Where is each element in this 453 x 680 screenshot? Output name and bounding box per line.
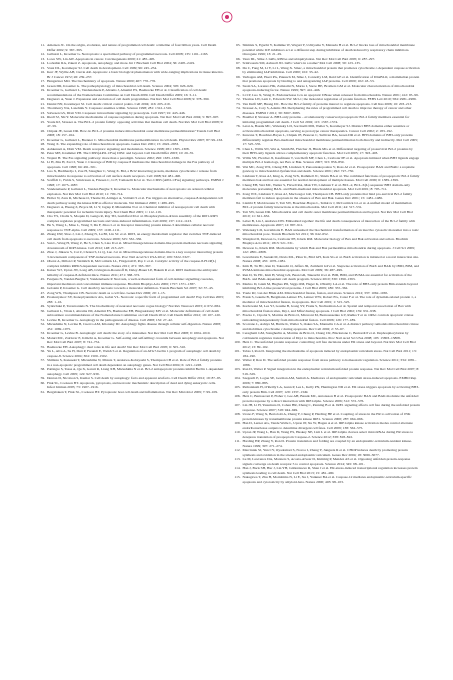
reference-number: 47. xyxy=(40,290,45,295)
reference-number: 59. xyxy=(40,376,45,380)
reference-number: 90. xyxy=(236,254,241,259)
reference-item xyxy=(38,277,225,286)
reference-item xyxy=(38,322,225,331)
reference-number: 51. xyxy=(40,317,45,322)
reference-number: 36. xyxy=(40,196,45,200)
reference-item xyxy=(234,255,421,264)
reference-number: 70. xyxy=(236,83,241,88)
reference-item xyxy=(234,358,421,367)
reference-number: 95. xyxy=(236,295,241,299)
reference-text: Fink SL, Cookson BT. Apoptosis, pyroptosis, and necrosis: mechanistic description of dead and dying eukaryotic cells. Infect Immun 2005; 73: 1907–1916. xyxy=(47,380,216,389)
reference-item xyxy=(234,304,421,313)
reference-number: 60. xyxy=(40,380,45,385)
reference-number: 65. xyxy=(236,43,241,47)
reference-item xyxy=(234,115,421,124)
reference-number: 57. xyxy=(40,358,45,362)
reference-number: 103. xyxy=(234,367,241,371)
reference-item xyxy=(234,133,421,147)
reference-text: Lowe SW, Lin AW. Apoptosis in cancer. Carcinogenesis 2000; 21: 485–495. xyxy=(47,56,156,61)
reference-number: 91. xyxy=(236,263,241,268)
reference-number: 35. xyxy=(40,187,45,191)
reference-number: 89. xyxy=(236,245,241,250)
reference-item xyxy=(234,295,421,304)
reference-item xyxy=(234,421,421,430)
reference-item xyxy=(234,147,421,156)
reference-number: 39. xyxy=(40,223,45,227)
reference-text: Zhao J, Jitkaew S, Cai Z, Choksi S, Li Q, Luo J et al. Mixed lineage kinase domain-like is a key receptor interacting protein 3 downstream component of TNF-induced necrosis. Proc Natl Acad Sci USA 2012; 109: 5322–5327. xyxy=(47,250,223,259)
reference-text: Cho YS, Challa S, Moquin D, Genga R, Ray TD, Guildford M et al. Phosphorylation-driven assembly of the RIP1-RIP3 complex regulates programmed necrosis and virus-induced inflammation. Cell 2009; 137: 1112–1123. xyxy=(47,214,218,223)
reference-number: 37. xyxy=(40,205,45,209)
reference-text: Sun L, Wang H, Wang Z, He S, Chen S, Liao D et al. Mixed lineage kinase domain-like protein mediates necrosis signaling downstream of RIP3 kinase. Cell 2012; 148: 213–227. xyxy=(47,241,223,250)
reference-item xyxy=(234,228,421,237)
reference-text: Kroemer G, Galluzzi L, Vandenabeele P, Abrams J, Alnemri ES, Baehrecke EH et al. Classification of cell death: recommendations of the Nomenclature Committee on Cell Death 2009. Cell Death Differ 2009; 16: 3–11. xyxy=(47,88,208,97)
reference-text: Thomas LW, Lam C, Edwards SW. Mcl-1; the molecular regulation of protein function. FEBS Lett 2010; 584: 2981–2989. xyxy=(242,97,417,101)
reference-number: 52. xyxy=(40,322,45,326)
reference-number: 97. xyxy=(236,313,241,317)
reference-number: 114. xyxy=(234,466,241,470)
reference-item xyxy=(234,439,421,448)
reference-item xyxy=(234,313,421,322)
reference-text: Westphal D, Dewson G, Czabotar PE, Kluck RM. Molecular biology of Bax and Bak activation and action. Biochim Biophys Acta 2011; 1813: 521–531. xyxy=(242,236,408,245)
reference-number: 49. xyxy=(40,304,45,308)
reference-item xyxy=(38,295,225,304)
reference-text: Lin JH, Li H, Yasumura D, Cohen HR, Zhang C, Panning B et al. IRE1 signaling affects cell fate during the unfolded protein response. Science 2007; 318: 944–949. xyxy=(242,403,420,412)
reference-item xyxy=(38,250,225,259)
reference-number: 41. xyxy=(40,241,45,245)
reference-item xyxy=(38,43,225,52)
reference-text: Gavathiotis E, Suzuki M, Davis ML, Pitter K, Bird GH, Katz SG et al. BAX activation is initiated at a novel interaction site. Nature 2008; 455: 1076–1081. xyxy=(242,254,419,263)
reference-text: Cereghetti GM, Stangherlin A, Martins de Brito O, Chang CR, Blackstone C, Bernardi P et al. Dephosphorylation by calcineurin regulates translocation of Drp1 to mitochondria. Proc Natl Acad Sci USA 2008; 105: 15803–15808. xyxy=(242,331,409,340)
reference-item xyxy=(234,246,421,255)
reference-text: Youle RJ, van der Bliek AM. Mitochondrial fission, fusion, and stress. Science 2012; 337: 1062–1065. xyxy=(242,290,389,295)
reference-text: Leber B, Lin J, Andrews DW. Embedded together: the life and death consequences of interaction of the Bcl-2 family with membranes. Apoptosis 2007; 12: 897–911. xyxy=(242,218,416,227)
reference-text: Walter P, Ron D. The unfolded protein response: from stress pathway to homeostatic regulation. Science 2011; 334: 1081–1086. xyxy=(242,358,417,367)
reference-text: Hengartner MO. The biochemistry of apoptosis. Nature 2000; 407: 770–776. xyxy=(47,79,157,83)
reference-number: 19. xyxy=(40,88,45,92)
reference-text: Green DR, Kroemer G. The pathophysiology of mitochondrial cell death. Science 2004; 305: 626–629. xyxy=(47,83,194,88)
reference-number: 45. xyxy=(40,277,45,281)
reference-number: 108. xyxy=(234,412,241,416)
reference-item xyxy=(234,273,421,282)
reference-number: 73. xyxy=(236,101,241,106)
journal-logo-svg xyxy=(221,11,233,23)
reference-text: Pattingre S, Tassa A, Qu X, Garuti R, Liang XH, Mizushima N et al. Bcl-2 antiapoptotic proteins inhibit Beclin 1-dependent autophagy. Cell 2005; 122: 927–939. xyxy=(47,367,224,376)
reference-item xyxy=(38,232,225,241)
reference-number: 68. xyxy=(236,65,241,70)
reference-text: Lu M, Lawrence DA, Marsters S, Acosta-Alvear D, Kimmig P, Mendez AS et al. Opposing unfolded-protein-response signals converge on death receptor 5 to control apoptosis. Science 2014; 345: 98–101. xyxy=(242,457,411,466)
reference-text: Walensky LD, Gavathiotis E. BAX unleashed: the biochemical transformation of an inactive cytosolic monomer into a toxic mitochondrial pore. Trends Biochem Sci 2011; 36: 642–652. xyxy=(242,227,419,236)
reference-item xyxy=(38,129,225,138)
reference-text: Ameisen JC. On the origin, evolution, and nature of programmed cell death: a timeline of four billion years. Cell Death Differ 2002; 9: 367–393. xyxy=(47,43,217,52)
reference-item xyxy=(38,120,225,129)
reference-text: Yu L, Alva A, Su H, Dutt P, Freundt E, Welsh S et al. Regulation of an ATG7-beclin 1 program of autophagic cell death by caspase-8. Science 2004; 304: 1500–1502. xyxy=(47,349,221,358)
reference-number: 84. xyxy=(236,200,241,205)
reference-text: Holler N, Zaru R, Micheau O, Thome M, Attinger A, Valitutti S et al. Fas triggers an alternative, caspase-8-independent cell death pathway using the kinase RIP as effector molecule. Nat Immunol 2000; 1: 489–495. xyxy=(47,196,223,205)
reference-text: Scorrano L, Ashiya M, Buttle K, Weiler S, Oakes SA, Mannella CA et al. A distinct pathway remodels mitochondrial cristae and mobilizes cytochrome c during apoptosis. Dev Cell 2002; 2: 55–67. xyxy=(242,322,419,331)
reference-item xyxy=(38,358,225,367)
reference-text: Han D, Lerner AG, Vande Walle L, Upton JP, Xu W, Hagen A et al. IRE1alpha kinase activation modes control alternate endoribonuclease outputs to determine divergent cell fates. Cell 2009; 138: 562–575. xyxy=(242,421,413,430)
reference-number: 105. xyxy=(234,385,241,389)
references-column-right xyxy=(234,43,421,668)
references-column-left xyxy=(38,43,225,668)
reference-number: 66. xyxy=(236,56,241,61)
reference-text: Tabas I, Ron D. Integrating the mechanisms of apoptosis induced by endoplasmic reticulum stress. Nat Cell Biol 2011; 13: 184–190. xyxy=(242,349,417,358)
reference-text: Galluzzi L, Kroemer G. Necroptosis: a specialized pathway of programmed necrosis. Cell 2008; 135: 1161–1163. xyxy=(47,52,209,56)
reference-number: 81. xyxy=(236,173,241,178)
reference-item xyxy=(234,201,421,210)
reference-number: 102. xyxy=(234,358,241,362)
reference-text: Kuwana T, Bouchier-Hayes L, Chipuk JE, Bonzon C, Sullivan BA, Green DR et al. BH3 domains of BH3-only proteins differentially regulate Bax-mediated mitochondrial membrane permeabilization both directly and indirectly. Mol Cell 2005; 17: 525–535. xyxy=(242,133,419,146)
reference-text: Galluzzi L, Vitale I, Abrams JM, Alnemri ES, Baehrecke EH, Blagosklonny MV et al. Molecular definitions of cell death subroutines: recommendations of the Nomenclature Committee on Cell Death 2012. Cell Death Differ 2012; 19: 107–120. xyxy=(47,308,221,317)
reference-number: 113. xyxy=(234,457,241,461)
reference-number: 88. xyxy=(236,236,241,241)
reference-text: Harding HP, Zhang Y, Ron D. Protein translation and folding are coupled by an endoplasmic-reticulum-resident kinase. Nature 1999; 397: 271–274. xyxy=(242,439,412,448)
reference-text: Thornberry NA, Lazebnik Y. Caspases: enemies within. Science 1998; 281: 1312–1316. xyxy=(47,106,172,110)
reference-item xyxy=(234,264,421,273)
reference-number: 107. xyxy=(234,403,241,407)
reference-number: 74. xyxy=(236,106,241,110)
reference-text: Han J, Back SH, Hur J, Lin YH, Gildersleeve R, Shan J et al. ER-stress-induced transcriptional regulation increases protein synthesis leading to cell death. Nat Cell Biol 2013; 15: 481–490. xyxy=(242,466,418,475)
reference-text: Vaux DL, Silke J. IAPs, RINGs and ubiquitylation. Nat Rev Mol Cell Biol 2005; 6: 287–297. xyxy=(242,56,376,61)
references-page xyxy=(38,43,420,668)
reference-text: Ashkenazi A, Dixit VM. Death receptors: signaling and modulation. Science 1998; 281: 1305–1308. xyxy=(47,146,190,151)
reference-item xyxy=(234,466,421,475)
reference-number: 104. xyxy=(234,376,241,380)
reference-number: 93. xyxy=(236,281,241,286)
reference-number: 82. xyxy=(236,182,241,187)
reference-text: Youle RJ, Strasser A. The BCL-2 protein family: opposing activities that mediate cell death. Nat Rev Mol Cell Biol 2008; 9: 47–59. xyxy=(47,119,224,128)
reference-number: 94. xyxy=(236,290,241,295)
reference-item xyxy=(38,336,225,345)
reference-number: 33. xyxy=(40,169,45,173)
reference-item xyxy=(234,165,421,174)
reference-item xyxy=(234,367,421,376)
reference-text: Zong WX, Thompson CB. Necrotic death as a cell fate. Genes Dev 2006; 20: 1–15. xyxy=(47,290,166,295)
reference-text: Bergsbaken T, Fink SL, Cookson BT. Pyroptosis: host cell death and inflammation. Nat Rev Microbiol 2009; 7: 99–109. xyxy=(47,389,218,394)
reference-number: 23. xyxy=(40,110,45,115)
reference-text: Kroemer G, Galluzzi L, Brenner C. Mitochondrial membrane permeabilization in cell death. Physiol Rev 2007; 87: 99–163. xyxy=(47,137,224,142)
reference-text: Chipuk JE, Green DR. How do BCL-2 proteins induce mitochondrial outer membrane permeabilization? Trends Cell Biol 2008; 18: 157–164. xyxy=(47,128,221,137)
reference-text: Lindsten T, Ross AJ, King A, Zong WX, Rathmell JC, Shiels HA et al. The combined functions of proapoptotic Bcl-2 family members bak and bax are essential for normal development of multiple tissues. Mol Cell 2000; 6: 1389–1399. xyxy=(242,173,420,182)
reference-number: 98. xyxy=(236,322,241,326)
reference-text: Shimizu S, Kanaseki T, Mizushima N, Mizuta T, Arakawa-Kobayashi S, Thompson CB et al. Role of Bcl-2 family proteins in a non-apoptotic programmed cell death dependent on autophagy genes. Nat Cell Biol 2004; 6: 1221–1228. xyxy=(47,358,222,367)
reference-item xyxy=(234,340,421,349)
reference-number: 54. xyxy=(40,335,45,340)
reference-text: Kerr JF, Wyllie AH, Currie AR. Apoptosis: a basic biological phenomenon with wide-ranging implications in tissue kinetics. Br J Cancer 1972; 26: 239–257. xyxy=(47,70,224,79)
reference-number: 50. xyxy=(40,308,45,313)
reference-text: He S, Wang L, Miao L, Wang T, Du F, Zhao L et al. Receptor interacting protein kinase-3 determines cellular necrotic response to TNF-alpha. Cell 2009; 137: 1100–1111. xyxy=(47,223,215,232)
reference-item xyxy=(234,124,421,133)
reference-item xyxy=(38,381,225,390)
reference-text: Dewson G, Kluck RM. Mechanisms by which Bak and Bax permeabilise mitochondria during apoptosis. J Cell Sci 2009; 122: 2801–2808. xyxy=(242,245,415,254)
reference-item xyxy=(234,457,421,466)
reference-number: 42. xyxy=(40,250,45,254)
reference-number: 79. xyxy=(236,155,241,160)
reference-number: 14. xyxy=(40,61,45,65)
reference-text: Ron D, Walter P. Signal integration in the endoplasmic reticulum unfolded protein response. Nat Rev Mol Cell Biol 2007; 8: 519–529. xyxy=(242,367,420,376)
reference-text: Frank S, Gaume B, Bergmann-Leitner ES, Leitner WW, Robert EG, Catez F et al. The role of dynamin-related protein 1, a mediator of mitochondrial fission, in apoptosis. Dev Cell 2001; 1: 515–525. xyxy=(242,295,417,304)
reference-text: Kroemer G, Levine B. Autophagic cell death: the story of a misnomer. Nat Rev Mol Cell Biol 2008; 9: 1004–1010. xyxy=(47,331,211,335)
reference-number: 15. xyxy=(40,65,45,70)
reference-text: Proskuryakov SY, Konoplyannikov AG, Gabai VL. Necrosis: a specific form of programmed cell death? Exp Cell Res 2003; 283: 1–16. xyxy=(47,295,224,304)
reference-number: 58. xyxy=(40,367,45,371)
reference-number: 67. xyxy=(236,61,241,65)
reference-item xyxy=(38,70,225,79)
reference-text: Wajant H. The Fas signaling pathway: more than a paradigm. Science 2002; 296: 1635–1636. xyxy=(47,155,180,160)
reference-item xyxy=(234,448,421,457)
references-list-right xyxy=(234,43,421,484)
reference-text: Kaiser WJ, Upton JW, Long AB, Livingston-Rosanoff D, Daley-Bauer LP, Hakem R et al. RIP3 mediates the embryonic lethality of caspase-8-deficient mice. Nature 2011; 471: 368–372. xyxy=(47,268,218,277)
reference-text: Ren D, Tu HC, Kim H, Wang GX, Bean GR, Takeuchi O et al. BID, BIM, and PUMA are essential for activation of the BAX- and BAK-dependent cell death program. Science 2010; 330: 1390–1393. xyxy=(242,272,412,281)
reference-number: 11. xyxy=(40,43,45,47)
reference-item xyxy=(234,349,421,358)
reference-number: 92. xyxy=(236,272,241,277)
reference-item xyxy=(234,192,421,201)
reference-number: 96. xyxy=(236,304,241,308)
reference-number: 99. xyxy=(236,331,241,335)
reference-text: Vandenabeele P, Galluzzi L, Vanden Berghe T, Kroemer G. Molecular mechanisms of necroptosis: an ordered cellular explosion. Nat Rev Mol Cell Biol 2010; 11: 700–714. xyxy=(47,187,215,196)
reference-number: 18. xyxy=(40,83,45,88)
reference-item xyxy=(234,403,421,412)
reference-text: Susin SA, Lorenzo HK, Zamzami N, Marzo I, Snow BE, Brothers GM et al. Molecular characterization of mitochondrial apoptosis-inducing factor. Nature 1999; 397: 441–446. xyxy=(242,83,415,92)
reference-item xyxy=(38,169,225,178)
reference-text: Maiuri MC, Zalckvar E, Kimchi A, Kroemer G. Self-eating and self-killing: crosstalk between autophagy and apoptosis. Nat Rev Mol Cell Biol 2007; 8: 741–752. xyxy=(47,335,224,344)
reference-text: Syntichaki P, Tavernarakis N. The biochemistry of neuronal necrosis: rogue biology? Nat Rev Neurosci 2003; 4: 672–684. xyxy=(47,304,221,308)
reference-number: 87. xyxy=(236,227,241,232)
reference-number: 21. xyxy=(40,101,45,106)
reference-text: Strasser A, Cory S, Adams JM. Deciphering the rules of programmed cell death to improve therapy of cancer and other diseases. EMBO J 2011; 30: 3667–3683. xyxy=(242,106,412,115)
reference-item xyxy=(234,237,421,246)
reference-item xyxy=(38,349,225,358)
reference-text: Van Delft MF, Huang DC. How the Bcl-2 family of proteins interact to regulate apoptosis. Cell Res 2006; 16: 203–213. xyxy=(242,101,413,106)
reference-number: 83. xyxy=(236,191,241,196)
reference-item xyxy=(234,84,421,93)
reference-number: 32. xyxy=(40,160,45,164)
reference-number: 22. xyxy=(40,106,45,110)
reference-text: Danial NN, Korsmeyer SJ. Cell death: critical control points. Cell 2004; 116: 205–219. xyxy=(47,101,171,106)
reference-number: 77. xyxy=(236,133,241,137)
reference-text: Kim H, Tu HC, Ren D, Takeuchi O, Jeffers JR, Zambetti GP et al. Stepwise activation of BAX and BAK by tBID, BIM, and PUMA initiates mitochondrial apoptosis. Mol Cell 2009; 36: 487–499. xyxy=(242,263,420,272)
reference-text: Oberst A, Dillon CP, Weinlich R, McCormick LL, Fitzgerald P, Pop C et al. Catalytic activity of the caspase-8-FLIP(L) complex inhibits RIPK3-dependent necrosis. Nature 2011; 471: 363–367. xyxy=(47,259,217,268)
reference-text: Lockshin RA, Zakeri Z. Apoptosis, autophagy, and more. Int J Biochem Cell Biol 2004; 36: 2405–2419. xyxy=(47,61,196,65)
reference-text: Festjens N, Vanden Berghe T, Vandenabeele P. Necrosis, a well-orchestrated form of cell demise: signalling cascades, important mediators and concomitant immune response. Biochim Biophys Acta 2006; 1757: 1371–1387. xyxy=(47,277,214,286)
reference-number: 29. xyxy=(40,146,45,151)
reference-text: Frezza C, Cipolat S, Martins de Brito O, Micaroni M, Beznoussenko GV, Rudka T et al. OPA1 controls apoptotic cristae remodeling independently from mitochondrial fusion. Cell 2006; 126: 177–189. xyxy=(242,313,414,322)
reference-number: 85. xyxy=(236,209,241,214)
reference-text: Vaux DL, Korsmeyer SJ. Cell death in development. Cell 1999; 96: 245–254. xyxy=(47,65,158,70)
reference-item xyxy=(38,309,225,318)
reference-number: 106. xyxy=(234,394,241,398)
reference-number: 24. xyxy=(40,115,45,119)
reference-text: Bouillet P, Strasser A. BH3-only proteins – evolutionarily conserved proapoptotic Bcl-2 family members essential for initiating programmed cell death. J Cell Sci 2002; 115: 1567–1574. xyxy=(242,115,410,124)
reference-number: 115. xyxy=(234,475,241,479)
reference-text: Szegezdi E, Logue SE, Gorman AM, Samali A. Mediators of endoplasmic reticulum stress-induced apoptosis. EMBO Rep 2006; 7: 880–885. xyxy=(242,376,417,385)
reference-text: Peter ME, Krammer PH. The CD95(APO-1/Fas) DISC and beyond. Cell Death Differ 2003; 10: 26–35. xyxy=(47,151,195,155)
reference-item xyxy=(234,106,421,115)
reference-text: Tait SW, Green DR. Mitochondria and cell death: outer membrane permeabilization and beyond. Nat Rev Mol Cell Biol 2010; 11: 621–632. xyxy=(242,209,413,218)
reference-number: 25. xyxy=(40,119,45,124)
reference-item xyxy=(234,322,421,331)
reference-text: Riedl SJ, Shi Y. Molecular mechanisms of caspase regulation during apoptosis. Nat Rev Mol Cell Biol 2004; 5: 897–907. xyxy=(47,115,220,119)
reference-number: 78. xyxy=(236,146,241,151)
reference-text: Willis SN, Fletcher JI, Kaufmann T, van Delft MF, Chen L, Czabotar PE et al. Apoptosis initiated when BH3 ligands engage multiple Bcl-2 homologs, not Bax or Bak. Science 2007; 315: 856–859. xyxy=(242,155,420,164)
reference-item xyxy=(38,268,225,277)
reference-number: 28. xyxy=(40,142,45,146)
reference-number: 100. xyxy=(234,340,241,344)
reference-text: Scaffidi C, Fulda S, Srinivasan A, Friesen C, Li F, Tomaselli KJ et al. Two CD95 (APO-1/Fas) signaling pathways. EMBO J 1998; 17: 1675–1687. xyxy=(47,178,224,187)
reference-item xyxy=(38,178,225,187)
reference-text: Merino D, Giam M, Hughes PD, Siggs OM, Heger K, O'Reilly LA et al. The role of BH3-only protein Bim extends beyond inhibiting Bcl-2-like prosurvival proteins. J Cell Biol 2009; 186: 355–362. xyxy=(242,281,418,290)
reference-text: Puthalakath H, O'Reilly LA, Gunn P, Lee L, Kelly PN, Huntington ND et al. ER stress triggers apoptosis by activating BH3-only protein Bim. Cell 2007; 129: 1337–1349. xyxy=(242,385,420,394)
reference-item xyxy=(234,210,421,219)
reference-number: 13. xyxy=(40,56,45,61)
reference-text: Du C, Fang M, Li Y, Li L, Wang X. Smac, a mitochondrial protein that promotes cytochrome c-dependent caspase activation by eliminating IAP inhibition. Cell 2000; 102: 33–42. xyxy=(242,65,420,74)
reference-text: Zhang DW, Shao J, Lin J, Zhang N, Lu BJ, Lin SC et al. RIP3, an energy metabolism regulator that switches TNF-induced cell death from apoptosis to necrosis. Science 2009; 325: 332–336. xyxy=(47,232,222,241)
reference-item xyxy=(38,187,225,196)
reference-number: 48. xyxy=(40,295,45,299)
reference-item xyxy=(234,331,421,340)
reference-text: Degterev A, Huang Z, Boyce M, Li Y, Jagtap P, Mizushima N et al. Chemical inhibitor of nonapoptotic cell death with therapeutic potential for ischemic brain injury. Nat Chem Biol 2005; 1: 112–119. xyxy=(47,205,216,214)
reference-text: Urano F, Wang X, Bertolotti A, Zhang Y, Chung P, Harding HP et al. Coupling of stress in the ER to activation of JNK protein kinases by transmembrane protein kinase IRE1. Science 2000; 287: 664–666. xyxy=(242,412,411,421)
reference-item xyxy=(38,214,225,223)
reference-text: Cheng EH, Wei MC, Weiler S, Flavell RA, Mak TW, Lindsten T et al. BCL-2, BCL-X(L) sequester BH3 domain-only molecules preventing BAX- and BAK-mediated mitochondrial apoptosis. Mol Cell 2001; 8: 705–711. xyxy=(242,182,411,191)
reference-text: Li LY, Luo X, Wang X. Endonuclease G is an apoptotic DNase when released from mitochondria. Nature 2001; 412: 95–99. xyxy=(242,92,419,97)
reference-item xyxy=(38,259,225,268)
reference-text: Denton D, Nicolson S, Kumar S. Cell death by autophagy: facts and apparent artefacts. Cell Death Differ 2012; 19: 87–95. xyxy=(47,376,222,380)
reference-number: 17. xyxy=(40,79,45,83)
reference-number: 20. xyxy=(40,97,45,101)
reference-text: Degterev A, Yuan J. Expansion and evolution of cell death programmes. Nat Rev Mol Cell Biol 2008; 9: 378–390. xyxy=(47,97,210,101)
reference-number: 71. xyxy=(236,92,241,97)
reference-number: 101. xyxy=(234,349,241,353)
reference-text: Zong WX, Lindsten T, Ross AJ, MacGregor GR, Thompson CB. BH3-only proteins that bind pro-survival Bcl-2 family members fail to induce apoptosis in the absence of Bax and Bak. Genes Dev 2001; 15: 1481–1486. xyxy=(242,191,413,200)
reference-text: Shimizu S, Eguchi Y, Kamiike W, Waguri Y, Uchiyama Y, Matsuda H et al. Bcl-2 blocks loss of mitochondrial membrane potential while ICE inhibitors act at a different step during inhibition of death induced by respiratory chain inhibitors. Oncogene 1996; 13: 21–29. xyxy=(242,43,415,56)
reference-item xyxy=(234,282,421,291)
reference-item xyxy=(38,88,225,97)
reference-text: Hetz C. The unfolded protein response: controlling cell fate decisions under ER stress and beyond. Nat Rev Mol Cell Biol 2012; 13: 89–102. xyxy=(242,340,416,349)
reference-item xyxy=(234,183,421,192)
reference-number: 72. xyxy=(236,97,241,101)
reference-text: Karbowski M, Lee YJ, Gaume B, Jeong SY, Frank S, Nechushtan A et al. Spatial and temporal association of Bax with mitochondrial fission sites, Drp1, and Mfn2 during apoptosis. J Cell Biol 2002; 159: 931–938. xyxy=(242,304,411,313)
reference-item xyxy=(38,196,225,205)
reference-item xyxy=(234,156,421,165)
reference-number: 40. xyxy=(40,232,45,236)
reference-item xyxy=(234,430,421,439)
reference-item xyxy=(234,394,421,403)
reference-number: 75. xyxy=(236,115,241,119)
reference-item xyxy=(38,160,225,169)
reference-number: 69. xyxy=(236,74,241,79)
journal-logo-icon xyxy=(221,11,233,23)
reference-text: Srinivasula SM, Ashwell JD. IAPs: what's in a name? Mol Cell 2008; 30: 123–135. xyxy=(242,61,361,65)
reference-number: 111. xyxy=(234,439,241,443)
reference-item xyxy=(234,376,421,385)
reference-item xyxy=(234,475,421,484)
reference-text: Mizushima N, Levine B, Cuervo AM, Klionsky DJ. Autophagy fights disease through cellular self-digestion. Nature 2008; 451: 1069–1075. xyxy=(47,322,221,331)
reference-text: Salvesen GS, Dixit VM. Caspases: intracellular signaling by proteolysis. Cell 1997; 91: 443–446. xyxy=(47,110,186,115)
reference-number: 110. xyxy=(234,430,241,434)
reference-number: 26. xyxy=(40,128,45,133)
references-list-left xyxy=(38,43,225,394)
reference-number: 76. xyxy=(236,124,241,128)
reference-text: Hetz C, Bernasconi P, Fisher J, Lee AH, Bassik MC, Antonsson B et al. Proapoptotic BAX and BAK modulate the unfolded protein response by a direct interaction with IRE1alpha. Science 2006; 312: 572–576. xyxy=(242,394,419,403)
reference-item xyxy=(234,385,421,394)
reference-text: Nakagawa T, Zhu H, Morishima N, Li E, Xu J, Yankner BA et al. Caspase-12 mediates endoplasmic-reticulum-specific apoptosis and cytotoxicity by amyloid-beta. Nature 2000; 403: 98–103. xyxy=(242,475,412,484)
reference-text: Li H, Zhu H, Xu CJ, Yuan J. Cleavage of BID by caspase 8 mediates the mitochondrial damage in the Fas pathway of apoptosis. Cell 1998; 94: 491–501. xyxy=(47,160,214,169)
reference-number: 112. xyxy=(234,448,241,452)
reference-number: 86. xyxy=(236,218,241,223)
reference-text: Upton JP, Wang L, Han D, Wang ES, Huskey NE, Lim L et al. IRE1alpha cleaves select microRNAs during ER stress to derepress translation of proapoptotic Caspase-2. Science 2012; 338: 818–822. xyxy=(242,430,414,439)
reference-number: 44. xyxy=(40,268,45,272)
reference-item xyxy=(38,367,225,376)
reference-number: 53. xyxy=(40,331,45,335)
reference-item xyxy=(234,43,421,57)
reference-text: Letai A, Bassik MC, Walensky LD, Sorcinelli MD, Weiler S, Korsmeyer SJ. Distinct BH3 domains either sensitize or activate mitochondrial apoptosis, serving as prototype cancer therapeutics. Cancer Cell 2002; 2: 183–192. xyxy=(242,124,410,133)
reference-number: 31. xyxy=(40,155,45,160)
reference-text: Llambi F, Moldoveanu T, Tait SW, Bouchier-Hayes L, Temirov J, McCormick LL et al. A unified model of mammalian BCL-2 protein family interactions at the mitochondria. Mol Cell 2011; 44: 517–531. xyxy=(242,200,412,209)
reference-item xyxy=(38,223,225,232)
reference-number: 34. xyxy=(40,178,45,182)
reference-text: Wang X. The expanding role of mitochondria in apoptosis. Genes Dev 2001; 15: 2922–2933. xyxy=(47,142,180,146)
reference-number: 30. xyxy=(40,151,45,155)
reference-number: 43. xyxy=(40,259,45,263)
reference-number: 109. xyxy=(234,421,241,425)
reference-item xyxy=(38,241,225,250)
reference-text: Marciniak SJ, Yun CY, Oyadomari S, Novoa I, Zhang Y, Jungreis R et al. CHOP induces death by promoting protein synthesis and oxidation in the stressed endoplasmic reticulum. Genes Dev 2004; 18: 3066–3077. xyxy=(242,448,408,457)
reference-number: 38. xyxy=(40,214,45,218)
reference-text: Baehrecke EH. Autophagy: dual roles in life and death? Nat Rev Mol Cell Biol 2005; 6: 505–510. xyxy=(47,344,187,349)
reference-number: 27. xyxy=(40,137,45,142)
reference-item xyxy=(234,412,421,421)
reference-item xyxy=(234,66,421,75)
reference-text: Levine B, Kroemer G. Autophagy in the pathogenesis of disease. Cell 2008; 132: 27–42. xyxy=(47,317,173,322)
reference-text: Luo X, Budihardjo I, Zou H, Slaughter C, Wang X. Bid, a Bcl2 interacting protein, mediates cytochrome c release from mitochondria in response to activation of cell surface death receptors. Cell 1998; 94: 481–490. xyxy=(47,169,217,178)
reference-text: Golstein P, Kroemer G. Cell death by necrosis: towards a molecular definition. Trends Biochem Sci 2007; 32: 37–43. xyxy=(47,286,214,290)
reference-number: 61. xyxy=(40,389,45,394)
reference-item xyxy=(38,390,225,395)
reference-number: 46. xyxy=(40,286,45,290)
reference-number: 16. xyxy=(40,70,45,74)
reference-text: Wei MC, Zong WX, Cheng EH, Lindsten T, Panoutsakopoulou V, Ross AJ et al. Proapoptotic BAX and BAK: a requisite gateway to mitochondrial dysfunction and death. Science 2001; 292: 727–730. xyxy=(242,164,415,173)
reference-number: 80. xyxy=(236,164,241,169)
reference-item xyxy=(38,205,225,214)
reference-text: Verhagen AM, Ekert PG, Pakusch M, Silke J, Connolly LM, Reid GE et al. Identification of DIABLO, a mammalian protein that promotes apoptosis by binding to and antagonizing IAP proteins. Cell 2000; 102: 43–53. xyxy=(242,74,420,83)
reference-number: 55. xyxy=(40,344,45,349)
reference-number: 56. xyxy=(40,349,45,353)
reference-number: 12. xyxy=(40,52,45,56)
reference-item xyxy=(234,174,421,183)
reference-item xyxy=(234,75,421,84)
reference-text: Chen L, Willis SN, Wei A, Smith BJ, Fletcher JI, Hinds MG et al. Differential targeting of prosurvival Bcl-2 proteins by their BH3-only ligands allows complementary apoptotic function. Mol Cell 2005; 17: 393–403. xyxy=(242,146,413,155)
reference-item xyxy=(234,219,421,228)
